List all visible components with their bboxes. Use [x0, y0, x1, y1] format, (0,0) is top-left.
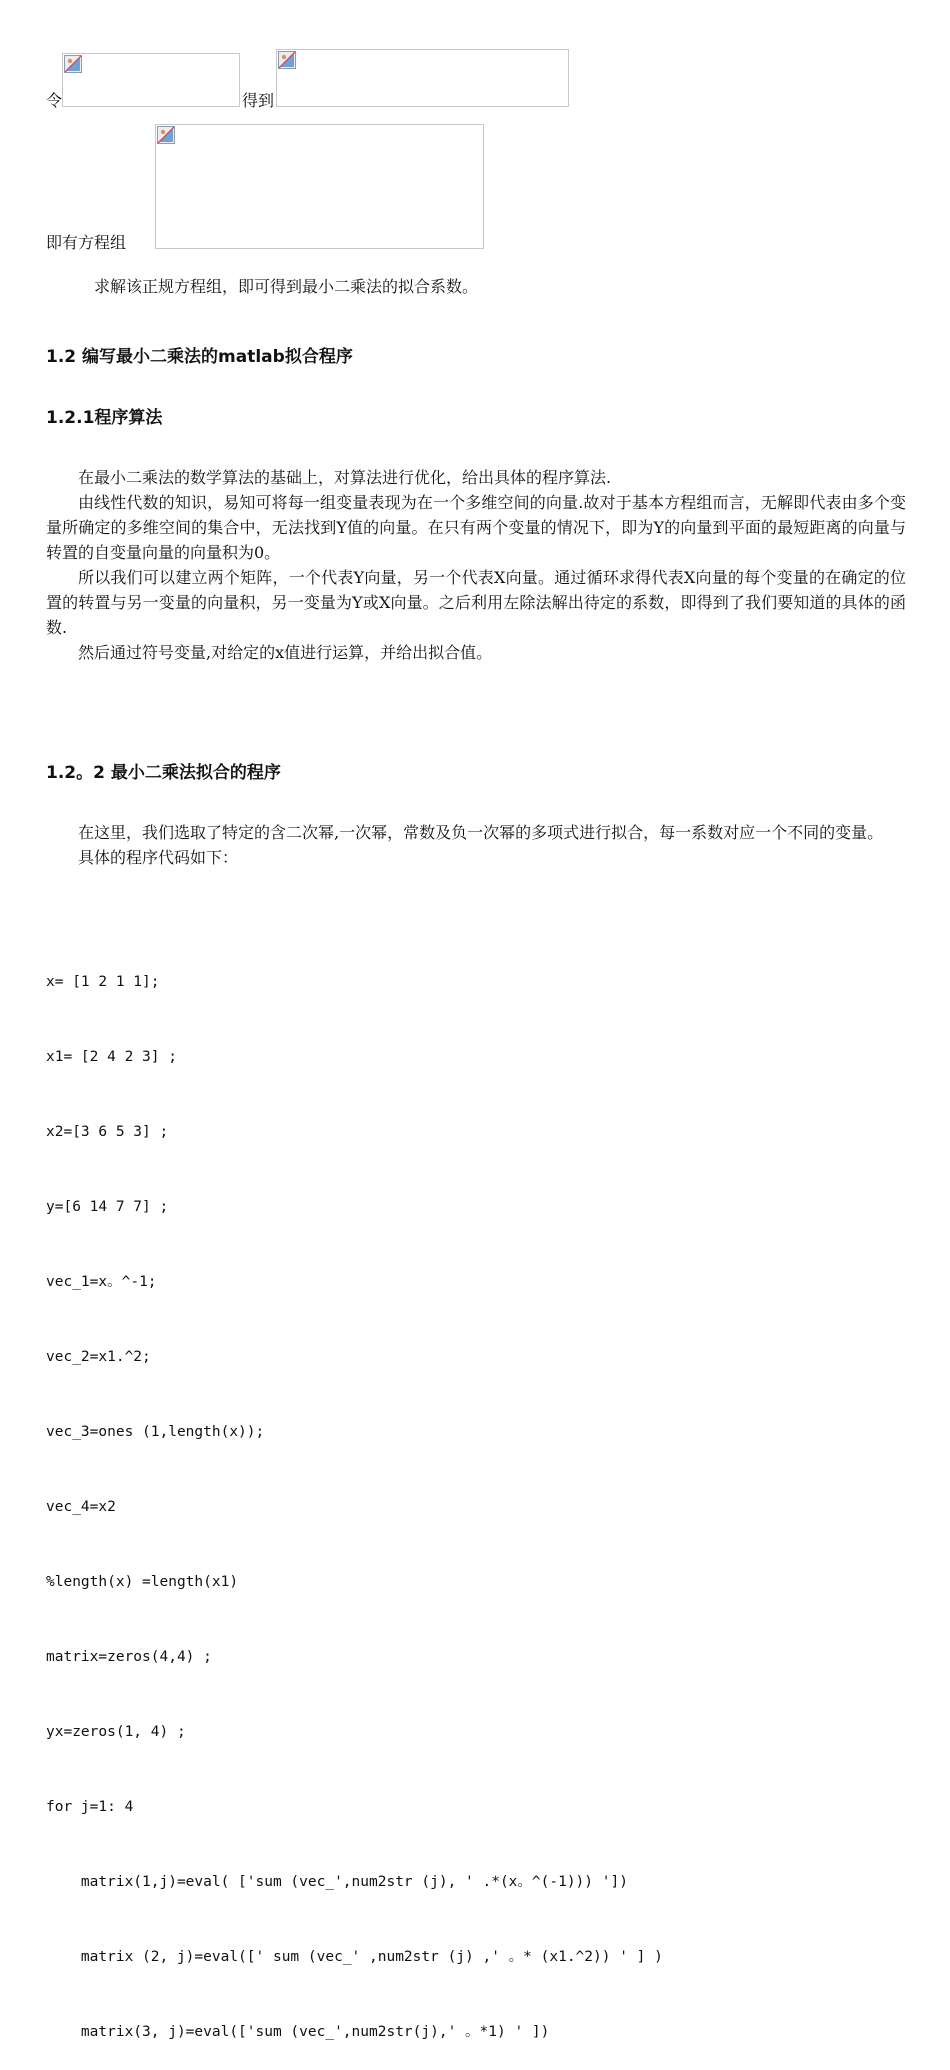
- code-line: %length(x) =length(x1): [46, 1574, 239, 1590]
- program-intro: [46, 820, 906, 870]
- formula-image-2: [276, 49, 569, 107]
- code-line: vec_3=ones (1,length(x));: [46, 1424, 265, 1440]
- formula-image-3: [155, 124, 484, 249]
- paragraph: 具体的程序代码如下：: [78, 848, 239, 867]
- code-line: matrix(1,j)=eval( ['sum (vec_',num2str (j), ' .*(x。^(-1))) ']): [46, 1874, 637, 1890]
- code-line: vec_2=x1.^2;: [46, 1349, 151, 1365]
- let-label: 令: [46, 91, 63, 110]
- code-line: matrix(3, j)=eval(['sum (vec_',num2str(j),' 。*1) ' ]): [46, 2024, 550, 2040]
- get-label: 得到: [242, 91, 275, 110]
- code-line: x1= [2 4 2 3] ;: [46, 1049, 177, 1065]
- paragraph: 由线性代数的知识，易知可将每一组变量表现为在一个多维空间的向量.故对于基本方程组而言，无解即代表由多个变量所确定的多维空间的集合中，无法找到Y值的向量。在只有两个变量的情况下，即为Y的向量到平面的最短距离的向量与转置的自变量向量的向量积为0。: [46, 493, 906, 562]
- code-line: vec_4=x2: [46, 1499, 116, 1515]
- code-line: yx=zeros(1, 4) ;: [46, 1724, 186, 1740]
- code-line: x= [1 2 1 1];: [46, 974, 160, 990]
- paragraph: 所以我们可以建立两个矩阵，一个代表Y向量，另一个代表X向量。通过循环求得代表X向量的每个变量的在确定的位置的转置与另一变量的向量积，另一变量为Y或X向量。之后利用左除法解出待定的系数，即得到了我们要知道的具体的函数.: [46, 568, 906, 637]
- code-line: matrix (2, j)=eval([' sum (vec_' ,num2str (j) ,' 。* (x1.^2)) ' ] ): [46, 1949, 663, 1965]
- code-line: x2=[3 6 5 3] ;: [46, 1124, 169, 1140]
- formula-image-1: [62, 53, 240, 107]
- paragraph: 然后通过符号变量,对给定的x值进行运算，并给出拟合值。: [78, 643, 493, 662]
- code-block: [46, 920, 663, 2070]
- conclusion-text: 求解该正规方程组，即可得到最小二乘法的拟合系数。: [94, 277, 479, 296]
- heading-1-2: 1.2 编写最小二乘法的matlab拟合程序: [46, 347, 353, 367]
- code-line: y=[6 14 7 7] ;: [46, 1199, 169, 1215]
- broken-image-icon: [64, 55, 82, 73]
- paragraph: 在最小二乘法的数学算法的基础上，对算法进行优化，给出具体的程序算法.: [78, 468, 612, 487]
- system-label: 即有方程组: [46, 233, 127, 252]
- heading-1-2-2: 1.2。2 最小二乘法拟合的程序: [46, 763, 281, 783]
- paragraph: 在这里，我们选取了特定的含二次幂,一次幂，常数及负一次幂的多项式进行拟合，每一系数对应一个不同的变量。: [78, 823, 884, 842]
- broken-image-icon: [157, 126, 175, 144]
- broken-image-icon: [278, 51, 296, 69]
- code-line: for j=1: 4: [46, 1799, 134, 1815]
- code-line: matrix=zeros(4,4) ;: [46, 1649, 212, 1665]
- algorithm-body: [46, 465, 906, 665]
- code-line: vec_1=x。^-1;: [46, 1274, 157, 1290]
- heading-1-2-1: 1.2.1程序算法: [46, 408, 163, 428]
